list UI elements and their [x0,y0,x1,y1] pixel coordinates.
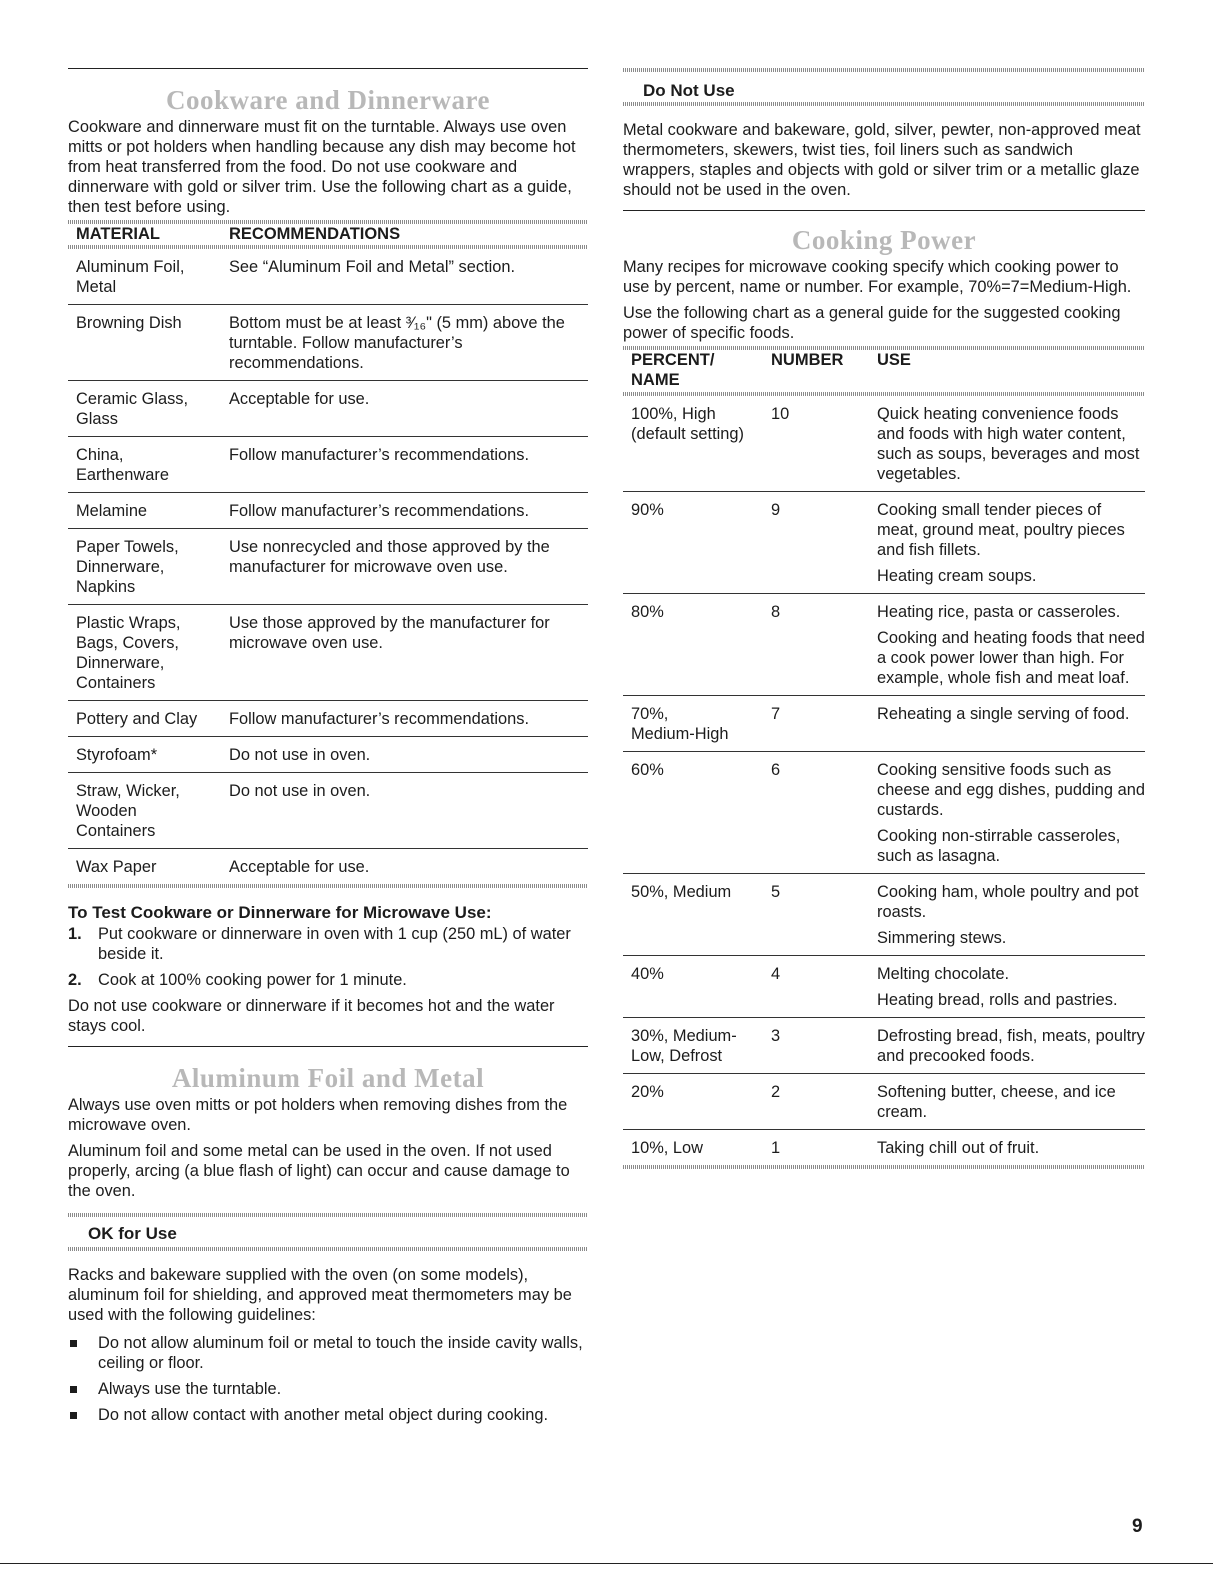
material-cell: China, Earthenware [76,446,169,484]
use-cell [877,1138,1145,1158]
use-text: Quick heating convenience foods and foods with high water content, such as soups, beverages and most vegetables. [877,405,1140,483]
use-text: Cooking small tender pieces of meat, ground meat, poultry pieces and fish fillets. [877,501,1125,559]
do-not-use-heading: Do Not Use [643,81,735,100]
use-text: Softening butter, cheese, and ice cream. [877,1083,1116,1121]
material-table-header [68,224,588,244]
dotted-rule [68,1247,588,1251]
use-text: Cooking non-stirrable casseroles, such as lasagna. [877,827,1121,865]
recommendation-cell: Acceptable for use. [229,390,370,408]
test-steps [68,924,588,990]
use-cell [877,704,1145,744]
number-cell: 4 [771,965,781,983]
material-row [68,305,588,381]
bullet-item [68,1333,588,1373]
percent-name-cell: 60% [631,761,664,779]
percent-name-cell: 10%, Low [631,1139,703,1157]
use-cell [877,964,1145,1010]
number-cell: 10 [771,405,790,423]
number-cell: 6 [771,761,781,779]
use-cell [877,1026,1145,1066]
bullet-item [68,1379,588,1399]
recommendation-cell: Follow manufacturer’s recommendations. [229,502,530,520]
percent-name-cell: 50%, Medium [631,883,732,901]
percent-name-cell: 40% [631,965,664,983]
foil-paragraph-2: Aluminum foil and some metal can be used in the oven. If not used properly, arcing (a blue flash of light) can occur and cause damage to the oven. [68,1142,570,1200]
power-row [623,1130,1145,1165]
power-row [623,594,1145,696]
foil-paragraph-1: Always use oven mitts or pot holders when removing dishes from the microwave oven. [68,1096,568,1134]
dotted-rule [623,1165,1145,1169]
number-cell: 5 [771,883,781,901]
percent-name-cell: 90% [631,501,664,519]
number-cell: 2 [771,1083,781,1101]
material-cell: Aluminum Foil, Metal [76,258,185,296]
section-rule [623,210,1145,211]
use-text: Melting chocolate. [877,965,1010,983]
use-text: Cooking ham, whole poultry and pot roasts. [877,883,1139,921]
recommendation-cell: Follow manufacturer’s recommendations. [229,710,530,728]
bullet-text: Do not allow contact with another metal object during cooking. [98,1406,549,1424]
material-row [68,737,588,773]
bullet-item [68,1405,588,1425]
material-cell: Styrofoam* [76,746,158,764]
recommendation-cell: See “Aluminum Foil and Metal” section. [229,258,516,276]
power-row [623,956,1145,1018]
dotted-rule [623,102,1145,106]
use-text: Cooking and heating foods that need a cook power lower than high. For example, whole fish and meat loaf. [877,629,1145,687]
header-recommendations: RECOMMENDATIONS [229,225,401,243]
use-text: Taking chill out of fruit. [877,1139,1040,1157]
bullet-square-icon [70,1386,77,1393]
step-number: 2. [68,971,82,989]
number-cell: 9 [771,501,781,519]
material-cell: Wax Paper [76,858,157,876]
use-cell [877,404,1145,484]
page-number: 9 [1132,1516,1143,1537]
step-number: 1. [68,925,82,943]
percent-name-cell: 100%, High (default setting) [631,405,744,443]
section-rule [68,1046,588,1047]
use-text: Cooking sensitive foods such as cheese and egg dishes, pudding and custards. [877,761,1145,819]
cooking-power-paragraph-1: Many recipes for microwave cooking specify which cooking power to use by percent, name or number. For example, 70%=7=Medium-High. [623,258,1132,296]
number-cell: 7 [771,705,781,723]
step-text: Put cookware or dinnerware in oven with 1 cup (250 mL) of water beside it. [98,925,571,963]
number-cell: 1 [771,1139,781,1157]
material-row [68,701,588,737]
foil-title: Aluminum Foil and Metal [171,1063,485,1093]
test-step [68,970,588,990]
material-cell: Pottery and Clay [76,710,198,728]
dotted-rule [68,884,588,888]
bottom-rule [0,1563,1213,1564]
bullet-text: Do not allow aluminum foil or metal to touch the inside cavity walls, ceiling or floor. [98,1334,583,1372]
material-cell: Browning Dish [76,314,182,332]
power-row [623,1074,1145,1130]
dotted-rule [623,68,1145,72]
dotted-rule [68,1213,588,1217]
use-cell [877,500,1145,586]
left-column [68,0,588,1431]
right-column [623,0,1145,1169]
recommendation-cell: Acceptable for use. [229,858,370,876]
step-text: Cook at 100% cooking power for 1 minute. [98,971,407,989]
material-row [68,381,588,437]
recommendation-cell: Bottom must be at least ³⁄₁₆" (5 mm) above the turntable. Follow manufacturer’s recommendations. [229,314,565,372]
header-percent-name: PERCENT/ NAME [631,351,715,389]
header-material: MATERIAL [76,225,161,243]
ok-text: Racks and bakeware supplied with the oven (on some models), aluminum foil for shielding, and approved meat thermometers may be used with the following guidelines: [68,1266,572,1324]
number-cell: 8 [771,603,781,621]
material-table [68,224,588,884]
power-row [623,396,1145,492]
power-rows [623,396,1145,1165]
bullet-square-icon [70,1340,77,1347]
cookware-title: Cookware and Dinnerware [165,85,490,115]
cooking-power-paragraph-2: Use the following chart as a general guide for the suggested cooking power of specific foods. [623,304,1121,342]
material-rows [68,249,588,884]
material-row [68,493,588,529]
power-row [623,1018,1145,1074]
use-text: Heating cream soups. [877,567,1037,585]
cooking-power-title: Cooking Power [791,225,977,255]
use-cell [877,760,1145,866]
material-cell: Plastic Wraps, Bags, Covers, Dinnerware, Containers [76,614,181,692]
material-row [68,605,588,701]
percent-name-cell: 70%, Medium-High [631,705,729,743]
material-cell: Ceramic Glass, Glass [76,390,189,428]
header-number: NUMBER [771,351,844,369]
recommendation-cell: Use nonrecycled and those approved by the manufacturer for microwave oven use. [229,538,550,576]
power-row [623,696,1145,752]
number-cell: 3 [771,1027,781,1045]
test-step [68,924,588,964]
use-cell [877,1082,1145,1122]
power-table-header [623,350,1145,390]
power-row [623,874,1145,956]
material-cell: Paper Towels, Dinnerware, Napkins [76,538,179,596]
test-note: Do not use cookware or dinnerware if it becomes hot and the water stays cool. [68,997,555,1035]
power-row [623,752,1145,874]
percent-name-cell: 20% [631,1083,664,1101]
do-not-use-text: Metal cookware and bakeware, gold, silver, pewter, non-approved meat thermometers, skewers, twist ties, foil liners such as sandwich wrappers, staples and objects with gold or silver trim or a metallic glaze should not be used in the oven. [623,121,1141,199]
power-table [623,350,1145,1165]
use-text: Defrosting bread, fish, meats, poultry and precooked foods. [877,1027,1145,1065]
use-cell [877,882,1145,948]
use-cell [877,602,1145,688]
use-text: Heating rice, pasta or casseroles. [877,603,1121,621]
material-row [68,849,588,884]
use-text: Simmering stews. [877,929,1007,947]
material-row [68,529,588,605]
material-cell: Straw, Wicker, Wooden Containers [76,782,180,840]
recommendation-cell: Use those approved by the manufacturer for microwave oven use. [229,614,550,652]
ok-heading: OK for Use [88,1224,177,1243]
material-row [68,773,588,849]
power-row [623,492,1145,594]
recommendation-cell: Do not use in oven. [229,782,371,800]
header-use: USE [877,351,911,369]
material-cell: Melamine [76,502,148,520]
recommendation-cell: Do not use in oven. [229,746,371,764]
recommendation-cell: Follow manufacturer’s recommendations. [229,446,530,464]
use-text: Reheating a single serving of food. [877,705,1130,723]
cookware-intro: Cookware and dinnerware must fit on the turntable. Always use oven mitts or pot holders when handling because any dish may become hot from heat transferred from the food. Do not use cookware and dinnerware with gold or silver trim. Use the following chart as a guide, then test before using. [68,118,576,216]
percent-name-cell: 80% [631,603,664,621]
top-rule [68,68,588,69]
material-row [68,437,588,493]
use-text: Heating bread, rolls and pastries. [877,991,1118,1009]
material-row [68,249,588,305]
test-heading: To Test Cookware or Dinnerware for Microwave Use: [68,903,492,922]
ok-bullets [68,1333,588,1425]
percent-name-cell: 30%, Medium- Low, Defrost [631,1027,737,1065]
bullet-square-icon [70,1412,77,1419]
bullet-text: Always use the turntable. [98,1380,282,1398]
